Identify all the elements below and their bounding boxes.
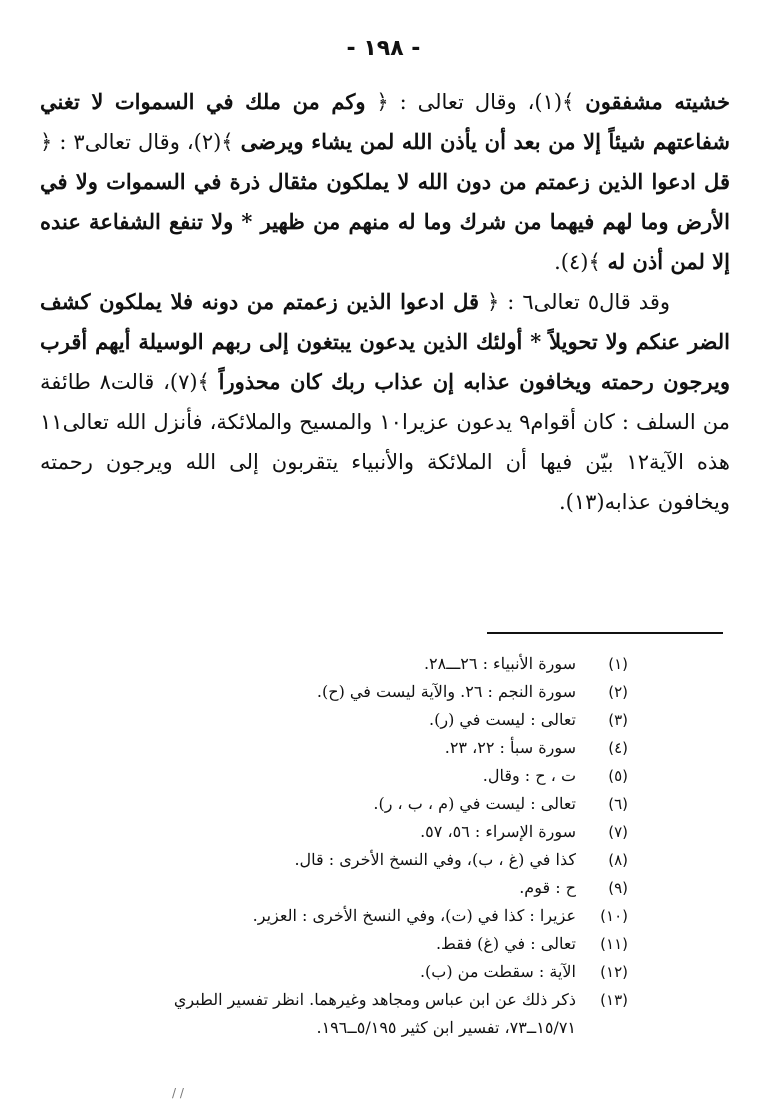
footnote-number: (١٣): [600, 991, 628, 1009]
footnote: [150, 874, 628, 902]
footnote: [150, 930, 628, 958]
main-text: [40, 82, 730, 522]
footnote: [150, 846, 628, 874]
scan-mark: / /: [172, 1086, 184, 1100]
footnote: [150, 762, 628, 790]
footnote-text: ت ، ح : وقال.: [482, 766, 576, 785]
connector-text: ﴾(٧)، قالت٨ طائفة من السلف : كان أقوام٩ يدعون عزيرا١٠ والمسيح والملائكة، فأنزل الله تعالى١١ هذه الآية١٢ بيّن فيها أن الملائكة والأنبياء يتقربون إلى الله ويرجون رحمته ويخافون عذابه(١٣).: [40, 370, 731, 514]
footnote-text: سورة سبأ : ٢٢، ٢٣.: [444, 738, 576, 757]
quran-verse: وكم من ملك في السموات لا تغني شفاعتهم شيئاً إلا من بعد أن يأذن الله لمن يشاء ويرضى: [40, 89, 731, 154]
footnote-number: (٢): [608, 683, 628, 701]
footnote: [150, 902, 628, 930]
footnote: [150, 818, 628, 846]
footnote-text: كذا في (غ ، ب)، وفي النسخ الأخرى : قال.: [294, 850, 576, 869]
footnote-text: سورة الإسراء : ٥٦، ٥٧.: [420, 822, 576, 841]
footnote-number: (٤): [608, 739, 628, 757]
connector-text: ﴾(١)، وقال تعالى : ﴿: [376, 90, 575, 114]
footnote: [150, 650, 628, 678]
footnote-text: تعالى : ليست في (ر).: [429, 710, 576, 729]
footnote: [150, 958, 628, 986]
footnote-number: (٧): [608, 823, 628, 841]
quran-verse: خشيته مشفقون: [585, 89, 730, 114]
footnote-text: تعالى : ليست في (م ، ب ، ر).: [373, 794, 576, 813]
connector-text: وقد قال٥ تعالى٦ : ﴿: [487, 290, 671, 314]
footnote-number: (٥): [608, 767, 628, 785]
footnote: [150, 790, 628, 818]
footnote-text: عزيرا : كذا في (ت)، وفي النسخ الأخرى : العزير.: [252, 906, 576, 925]
footnote-text: ح : قوم.: [519, 878, 576, 897]
footnote-number: (١٠): [600, 907, 628, 925]
footnote-number: (٣): [608, 711, 628, 729]
footnote-number: (١٢): [600, 963, 628, 981]
footnote: [150, 734, 628, 762]
page-number: - ١٩٨ -: [346, 36, 421, 61]
quran-verse: قل ادعوا الذين زعمتم من دونه فلا يملكون كشف الضر عنكم ولا تحويلاً * أولئك الذين يدعون يبتغون إلى ربهم الوسيلة أيهم أقرب ويرجون رحمته ويخافون عذابه إن عذاب ربك كان محذوراً: [40, 289, 730, 394]
footnote-number: (٩): [608, 879, 628, 897]
footnote: [150, 678, 628, 706]
footnote-number: (١): [608, 655, 628, 673]
footnote-divider: [487, 632, 723, 634]
footnote: [150, 986, 628, 1042]
footnote-text: سورة الأنبياء : ٢٦ـــ٢٨.: [423, 654, 576, 673]
paragraph-1: [40, 82, 730, 282]
footnote-text: تعالى : في (غ) فقط.: [435, 934, 576, 953]
footnotes-list: [150, 650, 628, 1042]
quran-verse: قل ادعوا الذين زعمتم من دون الله لا يملكون مثقال ذرة في السموات ولا في الأرض وما لهم فيهما من شرك وما له منهم من ظهير * ولا تنفع الشفاعة عنده إلا لمن أذن له: [40, 169, 730, 274]
footnote: [150, 706, 628, 734]
connector-text: ﴾(٤).: [554, 250, 601, 274]
footnote-number: (٦): [608, 795, 628, 813]
footnote-number: (٨): [608, 851, 628, 869]
connector-text: ﴾(٢)، وقال تعالى٣ : ﴿: [40, 130, 234, 154]
paragraph-2: [40, 282, 730, 522]
footnote-number: (١١): [600, 935, 628, 953]
footnote-text: الآية : سقطت من (ب).: [419, 962, 576, 981]
footnote-text: ذكر ذلك عن ابن عباس ومجاهد وغيرهما. انظر تفسير الطبري ١٥/٧١ــ٧٣، تفسير ابن كثير ٥/١٩٥ــ١٩٦.: [173, 990, 576, 1037]
footnote-text: سورة النجم : ٢٦. والآية ليست في (ح).: [316, 682, 576, 701]
